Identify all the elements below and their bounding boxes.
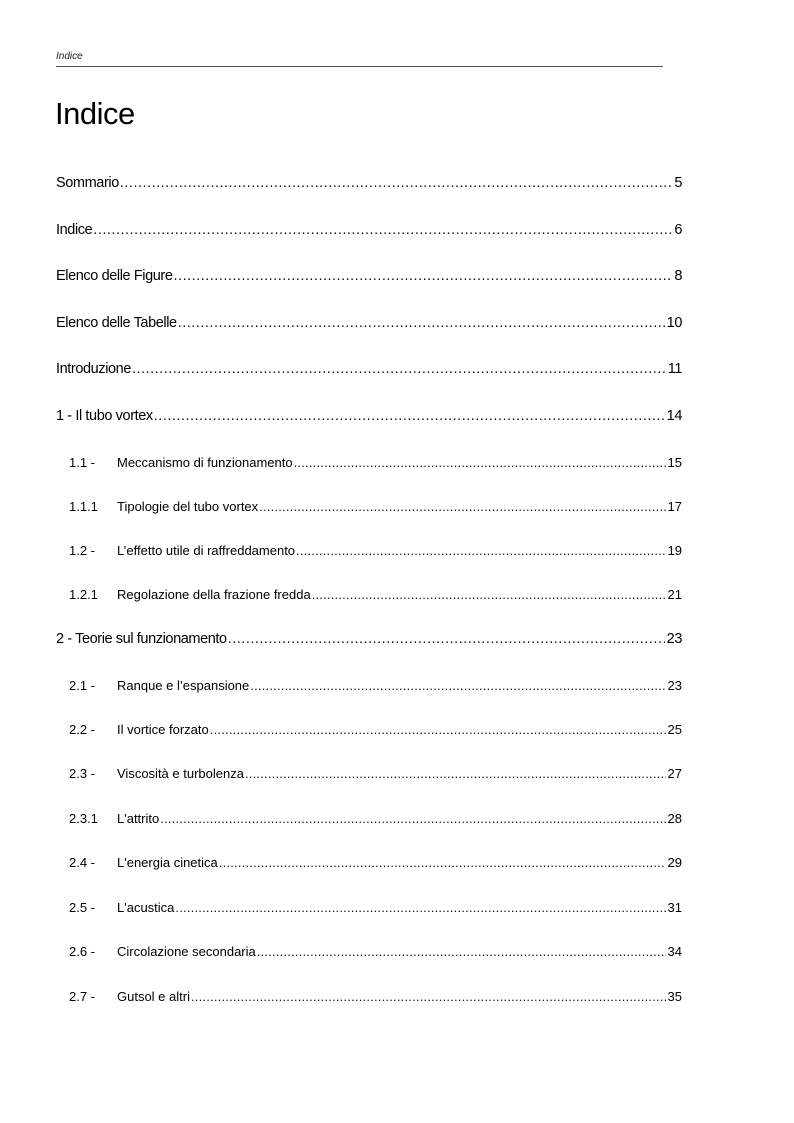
toc-entry-number: 1.1 -: [69, 455, 96, 470]
toc-entry-number: 2.7 -: [69, 989, 96, 1004]
toc-entry[interactable]: [56, 900, 682, 915]
toc-dot-leader: [245, 766, 666, 781]
toc-entry-page: 28: [667, 811, 682, 826]
toc-dot-leader: [257, 944, 666, 959]
toc-entry-title: Elenco delle Figure: [56, 268, 173, 284]
toc-dot-leader: [219, 855, 666, 870]
toc-entry-page: 5: [674, 175, 682, 191]
toc-entry-title: Circolazione secondaria: [117, 944, 256, 959]
toc-entry[interactable]: [56, 587, 682, 602]
toc-entry-number: 2.4 -: [69, 855, 96, 870]
toc-entry-title: Regolazione della frazione fredda: [117, 587, 311, 602]
toc-entry-number: 2.3 -: [69, 766, 96, 781]
toc-entry-number: 2.6 -: [69, 944, 96, 959]
toc-dot-leader: [228, 631, 665, 647]
toc-entry[interactable]: [56, 855, 682, 870]
toc-entry-title: L'acustica: [117, 900, 175, 915]
toc-entry-title: Viscosità e turbolenza: [117, 766, 244, 781]
toc-entry-page: 31: [667, 900, 682, 915]
toc-entry-page: 23: [667, 678, 682, 693]
toc-entry-page: 8: [674, 268, 682, 284]
toc-entry[interactable]: [56, 944, 682, 959]
toc-dot-leader: [250, 678, 665, 693]
toc-dot-leader: [160, 811, 665, 826]
toc-entry-page: 10: [666, 315, 682, 331]
toc-dot-leader: [174, 268, 673, 284]
toc-entry-title: Il vortice forzato: [117, 722, 209, 737]
toc-entry-page: 21: [667, 587, 682, 602]
toc-dot-leader: [175, 900, 665, 915]
toc-entry-page: 35: [667, 989, 682, 1004]
toc-entry-title: L’effetto utile di raffreddamento: [117, 543, 296, 558]
toc-entry[interactable]: [56, 811, 682, 826]
toc-entry-page: 15: [667, 455, 682, 470]
toc-entry-number: 1.1.1: [69, 499, 98, 514]
toc-dot-leader: [210, 722, 666, 737]
toc-entry[interactable]: [56, 315, 682, 331]
toc-entry-page: 6: [674, 222, 682, 238]
toc-dot-leader: [191, 989, 666, 1004]
toc-entry[interactable]: [56, 989, 682, 1004]
toc-entry-number: 1.2.1: [69, 587, 98, 602]
toc-dot-leader: [132, 361, 666, 377]
toc-entry-page: 25: [667, 722, 682, 737]
toc-entry-title: Elenco delle Tabelle: [56, 315, 177, 331]
toc-entry-title: L'energia cinetica: [117, 855, 218, 870]
toc-dot-leader: [259, 499, 665, 514]
toc-dot-leader: [154, 408, 665, 424]
running-header: Indice: [56, 51, 663, 67]
toc-entry[interactable]: [56, 631, 682, 647]
toc-entry-title: 1 - Il tubo vortex: [56, 408, 153, 424]
toc-entry-page: 17: [667, 499, 682, 514]
toc-entry-title: 2 - Teorie sul funzionamento: [56, 631, 227, 647]
toc-entry-title: Sommario: [56, 175, 119, 191]
toc-entry-title: Meccanismo di funzionamento: [117, 455, 293, 470]
toc-entry[interactable]: [56, 543, 682, 558]
toc-dot-leader: [296, 543, 665, 558]
toc-entry[interactable]: [56, 361, 682, 377]
toc-entry-number: 2.5 -: [69, 900, 96, 915]
toc-entry-number: 1.2 -: [69, 543, 96, 558]
toc-entry-title: Indice: [56, 222, 93, 238]
toc-entry[interactable]: [56, 678, 682, 693]
toc-entry[interactable]: [56, 455, 682, 470]
toc-dot-leader: [93, 222, 672, 238]
toc-entry-page: 29: [667, 855, 682, 870]
toc-dot-leader: [294, 455, 666, 470]
toc-entry[interactable]: [56, 408, 682, 424]
toc-entry[interactable]: [56, 499, 682, 514]
toc-entry-number: 2.1 -: [69, 678, 96, 693]
toc-entry[interactable]: [56, 722, 682, 737]
toc-dot-leader: [120, 175, 672, 191]
toc-entry-title: Gutsol e altri: [117, 989, 190, 1004]
page-title: Indice: [55, 96, 135, 131]
toc-entry-title: Introduzione: [56, 361, 132, 377]
toc-entry-title: L'attrito: [117, 811, 160, 826]
toc-entry-title: Ranque e l’espansione: [117, 678, 250, 693]
toc-dot-leader: [178, 315, 665, 331]
toc-entry-page: 27: [667, 766, 682, 781]
toc-entry-number: 2.3.1: [69, 811, 98, 826]
toc-entry[interactable]: [56, 222, 682, 238]
toc-dot-leader: [312, 587, 666, 602]
toc-entry-page: 23: [666, 631, 682, 647]
toc-entry-page: 11: [667, 361, 682, 377]
toc-entry-number: 2.2 -: [69, 722, 96, 737]
toc-entry-title: Tipologie del tubo vortex: [117, 499, 259, 514]
toc-entry-page: 14: [666, 408, 682, 424]
toc-entry-page: 34: [667, 944, 682, 959]
toc-entry[interactable]: [56, 766, 682, 781]
toc-entry[interactable]: [56, 268, 682, 284]
toc-entry-page: 19: [667, 543, 682, 558]
toc-entry[interactable]: [56, 175, 682, 191]
